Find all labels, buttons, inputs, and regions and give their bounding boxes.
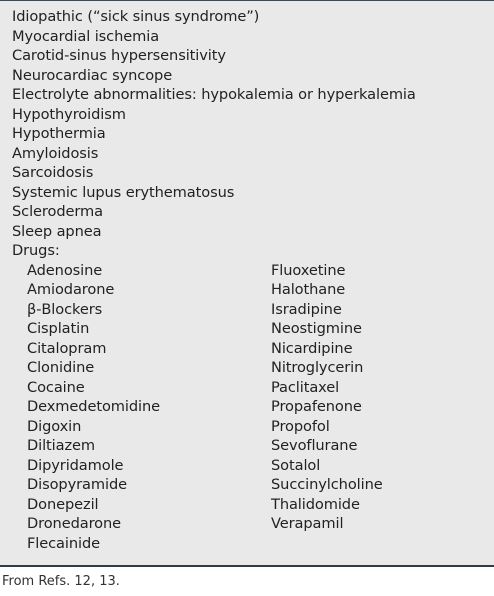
- drug-item: Amiodarone: [27, 281, 115, 298]
- condition-item: Systemic lupus erythematosus: [12, 184, 235, 201]
- drug-item: Neostigmine: [271, 320, 362, 337]
- drug-item: Cisplatin: [27, 320, 90, 337]
- drug-item: Fluoxetine: [271, 262, 346, 279]
- drug-item: Sotalol: [271, 457, 321, 474]
- drug-item: Dexmedetomidine: [27, 398, 161, 415]
- condition-item: Sleep apnea: [12, 223, 102, 240]
- condition-item: Neurocardiac syncope: [12, 67, 173, 84]
- condition-item: Amyloidosis: [12, 145, 99, 162]
- table-bottom-rule: [0, 565, 494, 567]
- condition-item: Idiopathic (“sick sinus syndrome”): [12, 8, 260, 25]
- condition-item: Carotid-sinus hypersensitivity: [12, 47, 226, 64]
- condition-item: Electrolyte abnormalities: hypokalemia or hyperkalemia: [12, 86, 416, 103]
- drug-item: Halothane: [271, 281, 346, 298]
- drug-item: Diltiazem: [27, 437, 96, 454]
- condition-item: Myocardial ischemia: [12, 28, 160, 45]
- drug-item: Nitroglycerin: [271, 359, 364, 376]
- drug-item: Cocaine: [27, 379, 85, 396]
- source-note: From Refs. 12, 13.: [2, 574, 120, 589]
- drug-item: Sevoflurane: [271, 437, 358, 454]
- condition-item: Sarcoidosis: [12, 164, 94, 181]
- drug-item: Dipyridamole: [27, 457, 124, 474]
- drug-item: β-Blockers: [27, 301, 103, 318]
- drug-item: Thalidomide: [271, 496, 360, 513]
- drug-item: Citalopram: [27, 340, 107, 357]
- drug-item: Paclitaxel: [271, 379, 340, 396]
- drug-item: Propafenone: [271, 398, 362, 415]
- condition-item: Hypothermia: [12, 125, 106, 142]
- drug-item: Isradipine: [271, 301, 342, 318]
- drug-item: Nicardipine: [271, 340, 353, 357]
- drug-item: Adenosine: [27, 262, 103, 279]
- drug-item: Disopyramide: [27, 476, 127, 493]
- drugs-heading: Drugs:: [12, 242, 60, 259]
- condition-item: Scleroderma: [12, 203, 103, 220]
- drug-item: Verapamil: [271, 515, 344, 532]
- drug-item: Propofol: [271, 418, 330, 435]
- condition-item: Hypothyroidism: [12, 106, 126, 123]
- drug-item: Clonidine: [27, 359, 95, 376]
- drug-item: Flecainide: [27, 535, 100, 552]
- drug-item: Donepezil: [27, 496, 99, 513]
- drug-item: Digoxin: [27, 418, 82, 435]
- drug-item: Succinylcholine: [271, 476, 383, 493]
- drug-item: Dronedarone: [27, 515, 122, 532]
